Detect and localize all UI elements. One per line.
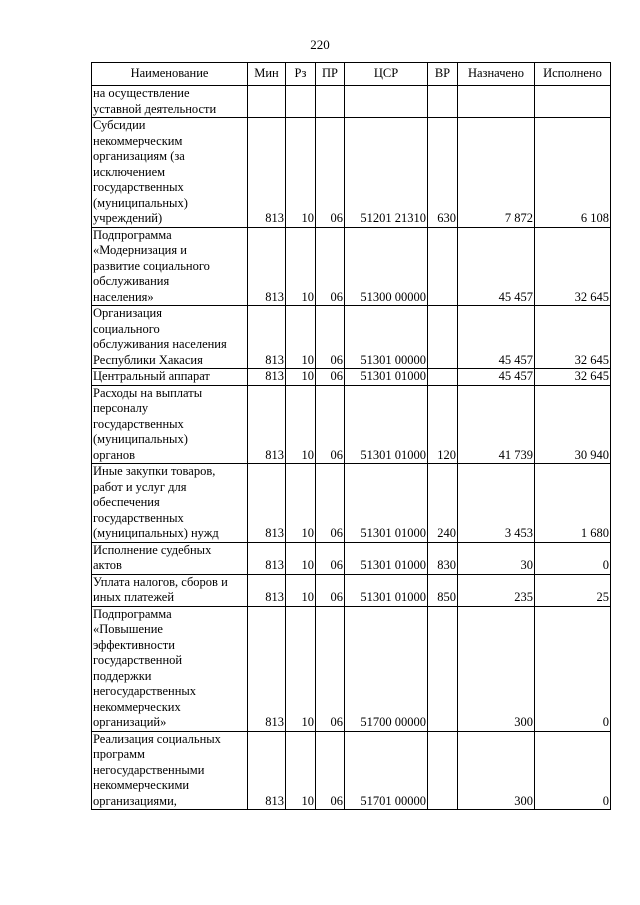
- cell-rz: 10: [286, 464, 316, 543]
- cell-name: [92, 385, 248, 464]
- cell-csr: [345, 86, 428, 118]
- cell-name-line: организациями,: [93, 793, 177, 808]
- cell-executed: [535, 86, 611, 118]
- cell-assigned: 3 453: [458, 464, 535, 543]
- table-row: [92, 86, 611, 118]
- cell-name: [92, 464, 248, 543]
- cell-name-line: (муниципальных) нужд: [93, 526, 219, 540]
- cell-name: [92, 574, 248, 606]
- cell-min: 813: [248, 385, 286, 464]
- cell-name-line: некоммерческими: [93, 778, 190, 792]
- cell-csr: 51301 00000: [345, 306, 428, 369]
- cell-vr: [428, 606, 458, 731]
- cell-name-line: государственных: [93, 510, 184, 525]
- cell-name: [92, 227, 248, 306]
- cell-csr: 51301 01000: [345, 369, 428, 386]
- cell-rz: [286, 86, 316, 118]
- cell-name-line: иных платежей: [93, 590, 175, 604]
- cell-name-line: Иные закупки товаров,: [93, 464, 216, 478]
- cell-assigned: 300: [458, 731, 535, 810]
- cell-vr: [428, 369, 458, 386]
- cell-min: 813: [248, 118, 286, 228]
- cell-csr: 51301 01000: [345, 542, 428, 574]
- cell-name-line: поддержки: [93, 668, 152, 683]
- header-pr: ПР: [316, 63, 345, 86]
- cell-name-line: эффективности: [93, 637, 175, 652]
- cell-pr: 06: [316, 574, 345, 606]
- cell-vr: 240: [428, 464, 458, 543]
- header-vr: ВР: [428, 63, 458, 86]
- cell-name-line: учреждений): [93, 211, 163, 225]
- cell-assigned: 41 739: [458, 385, 535, 464]
- cell-name-line: организациям (за: [93, 149, 185, 163]
- cell-name-line: государственных: [93, 180, 184, 194]
- cell-csr: 51301 01000: [345, 385, 428, 464]
- cell-assigned: 30: [458, 542, 535, 574]
- cell-executed: 32 645: [535, 306, 611, 369]
- cell-executed: 0: [535, 606, 611, 731]
- cell-assigned: 45 457: [458, 306, 535, 369]
- header-assigned: Назначено: [458, 63, 535, 86]
- cell-min: 813: [248, 369, 286, 386]
- cell-name: [92, 118, 248, 228]
- page-number: 220: [310, 37, 330, 52]
- cell-name-line: Реализация социальных: [93, 731, 221, 746]
- cell-pr: 06: [316, 606, 345, 731]
- cell-name-line: негосударственными: [93, 762, 205, 777]
- table-row: [92, 227, 611, 306]
- cell-csr: 51700 00000: [345, 606, 428, 731]
- cell-rz: 10: [286, 574, 316, 606]
- cell-vr: 850: [428, 574, 458, 606]
- cell-min: 813: [248, 306, 286, 369]
- table-row: [92, 306, 611, 369]
- cell-pr: 06: [316, 385, 345, 464]
- cell-pr: 06: [316, 118, 345, 228]
- cell-vr: [428, 227, 458, 306]
- cell-name-line: обслуживания: [93, 274, 170, 288]
- cell-name-line: населения»: [93, 289, 154, 304]
- cell-pr: 06: [316, 731, 345, 810]
- cell-csr: 51300 00000: [345, 227, 428, 306]
- table-row: [92, 369, 611, 386]
- cell-name-line: развитие социального: [93, 258, 210, 273]
- cell-name-line: (муниципальных): [93, 195, 188, 210]
- cell-executed: 32 645: [535, 227, 611, 306]
- cell-pr: 06: [316, 369, 345, 386]
- cell-executed: 0: [535, 542, 611, 574]
- cell-rz: 10: [286, 306, 316, 369]
- cell-min: [248, 86, 286, 118]
- cell-csr: 51701 00000: [345, 731, 428, 810]
- budget-table: [91, 62, 611, 810]
- cell-executed: 1 680: [535, 464, 611, 543]
- cell-name-line: социального: [93, 321, 160, 336]
- cell-name-line: (муниципальных): [93, 432, 188, 446]
- cell-min: 813: [248, 731, 286, 810]
- cell-pr: [316, 86, 345, 118]
- cell-pr: 06: [316, 464, 345, 543]
- cell-name-line: Расходы на выплаты: [93, 385, 203, 400]
- cell-assigned: 7 872: [458, 118, 535, 228]
- cell-min: 813: [248, 542, 286, 574]
- cell-vr: 630: [428, 118, 458, 228]
- cell-min: 813: [248, 574, 286, 606]
- cell-rz: 10: [286, 542, 316, 574]
- cell-executed: 30 940: [535, 385, 611, 464]
- cell-rz: 10: [286, 606, 316, 731]
- cell-pr: 06: [316, 306, 345, 369]
- table-row: [92, 118, 611, 228]
- cell-name-line: государственной: [93, 653, 183, 667]
- cell-vr: 830: [428, 542, 458, 574]
- table-row: [92, 574, 611, 606]
- header-name: Наименование: [92, 63, 248, 86]
- table-row: [92, 731, 611, 810]
- cell-name-line: негосударственных: [93, 684, 197, 698]
- cell-rz: 10: [286, 227, 316, 306]
- cell-assigned: 45 457: [458, 227, 535, 306]
- cell-assigned: 300: [458, 606, 535, 731]
- cell-executed: 0: [535, 731, 611, 810]
- cell-name-line: актов: [93, 558, 122, 572]
- cell-name-line: некоммерческих: [93, 699, 181, 714]
- table-row: [92, 464, 611, 543]
- cell-executed: 32 645: [535, 369, 611, 386]
- cell-name-line: государственных: [93, 416, 184, 431]
- cell-name-line: Центральный аппарат: [93, 369, 210, 383]
- cell-rz: 10: [286, 118, 316, 228]
- cell-name-line: уставной деятельности: [93, 101, 217, 116]
- cell-rz: 10: [286, 385, 316, 464]
- cell-min: 813: [248, 227, 286, 306]
- cell-csr: 51201 21310: [345, 118, 428, 228]
- table-row: [92, 542, 611, 574]
- cell-vr: [428, 306, 458, 369]
- cell-executed: 6 108: [535, 118, 611, 228]
- cell-name-line: Подпрограмма: [93, 227, 172, 242]
- cell-name-line: обеспечения: [93, 495, 160, 509]
- cell-name-line: Уплата налогов, сборов и: [93, 574, 228, 589]
- cell-name-line: органов: [93, 447, 136, 462]
- cell-name-line: на осуществление: [93, 86, 190, 100]
- cell-name-line: работ и услуг для: [93, 479, 187, 494]
- cell-csr: 51301 01000: [345, 574, 428, 606]
- table-body: [92, 86, 611, 810]
- cell-pr: 06: [316, 227, 345, 306]
- table-row: [92, 385, 611, 464]
- header-executed: Исполнено: [535, 63, 611, 86]
- cell-name-line: Республики Хакасия: [93, 352, 203, 367]
- cell-name-line: «Повышение: [93, 622, 163, 636]
- header-min: Мин: [248, 63, 286, 86]
- cell-min: 813: [248, 606, 286, 731]
- table-header-row: [92, 63, 611, 86]
- cell-name-line: «Модернизация и: [93, 243, 187, 257]
- cell-assigned: 235: [458, 574, 535, 606]
- cell-name-line: некоммерческим: [93, 133, 183, 148]
- cell-name-line: Подпрограмма: [93, 606, 172, 621]
- cell-name: [92, 306, 248, 369]
- cell-name-line: Субсидии: [93, 118, 146, 132]
- cell-name: [92, 542, 248, 574]
- cell-name: [92, 606, 248, 731]
- cell-name-line: персоналу: [93, 401, 149, 415]
- cell-assigned: 45 457: [458, 369, 535, 386]
- cell-vr: [428, 86, 458, 118]
- cell-executed: 25: [535, 574, 611, 606]
- cell-vr: [428, 731, 458, 810]
- cell-name-line: программ: [93, 747, 145, 761]
- cell-min: 813: [248, 464, 286, 543]
- cell-vr: 120: [428, 385, 458, 464]
- cell-rz: 10: [286, 731, 316, 810]
- header-rz: Рз: [286, 63, 316, 86]
- cell-name-line: обслуживания населения: [93, 337, 227, 351]
- cell-pr: 06: [316, 542, 345, 574]
- cell-name-line: исключением: [93, 164, 166, 179]
- cell-assigned: [458, 86, 535, 118]
- cell-name: [92, 731, 248, 810]
- cell-name-line: Организация: [93, 306, 162, 320]
- header-csr: ЦСР: [345, 63, 428, 86]
- cell-name-line: Исполнение судебных: [93, 542, 212, 557]
- table-row: [92, 606, 611, 731]
- cell-rz: 10: [286, 369, 316, 386]
- cell-name: [92, 86, 248, 118]
- cell-csr: 51301 01000: [345, 464, 428, 543]
- cell-name: [92, 369, 248, 386]
- cell-name-line: организаций»: [93, 715, 167, 729]
